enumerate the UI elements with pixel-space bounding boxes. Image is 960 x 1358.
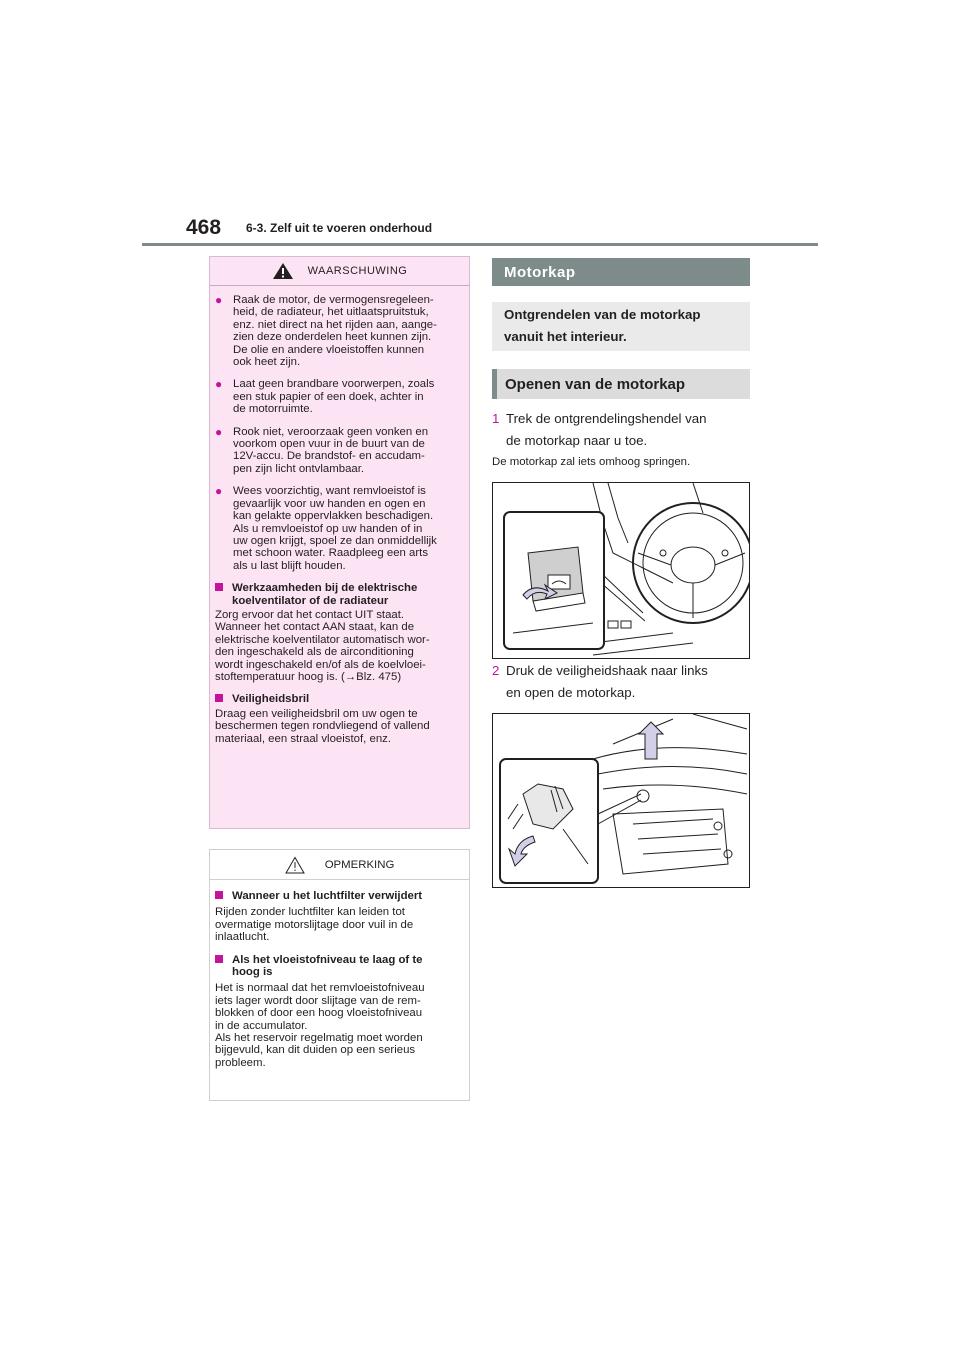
notice-box [209,849,470,1101]
warning-bullet-line: Laat geen brandbare voorwerpen, zoals [233,378,435,391]
warning-bullet [215,485,463,572]
step-1 [492,408,752,452]
open-hood-heading: Openen van de motorkap [492,369,750,399]
warning-bullet-line: Rook niet, veroorzaak geen vonken en [233,425,429,438]
fluid-text-line: iets lager wordt door slijtage van de rem- [215,994,421,1007]
step-1-line-1: Trek de ontgrendelingshendel van [506,411,707,426]
section-bar-motorkap: Motorkap [492,258,750,286]
fan-text-line: den ingeschakeld als de airconditioning [215,646,414,659]
warning-header [210,257,469,286]
warning-bullet-line: pen zijn licht ontvlambaar. [233,462,365,475]
figure-hood-safety-catch [492,713,750,888]
fluid-heading-line: hoog is [232,966,273,979]
fluid-text-line: Als het reservoir regelmatig moet worden [215,1032,423,1045]
glasses-text-line: materiaal, een straal vloeistof, enz. [215,732,392,745]
fan-text [215,609,463,683]
bullet-dot-icon: ● [215,484,223,499]
filter-text-line: inlaatlucht. [215,931,270,944]
fan-text-line: Wanneer het contact AAN staat, kan de [215,621,415,634]
unlock-callout [492,302,750,351]
warning-bullet-line: gevaarlijk voor uw handen en ogen en [233,497,426,510]
unlock-line-1: Ontgrendelen van de motorkap [504,307,701,322]
lift-arrow-icon [639,722,663,759]
glasses-heading [215,693,463,705]
fan-heading-line: koelventilator of de radiateur [232,594,389,607]
warning-bullet-line: Raak de motor, de vermogensregeleen- [233,294,434,306]
warning-bullet-line: Als u remvloeistof op uw handen of in [233,522,423,535]
warning-bullet-line: Wees voorzichtig, want remvloeistof is [233,485,426,498]
filter-text-line: overmatige motorslijtage door vuil in de [215,918,414,931]
square-bullet-icon [215,583,223,591]
section-title: 6-3. Zelf uit te voeren onderhoud [246,221,433,235]
step-2-number: 2 [492,663,500,678]
glasses-text [215,708,463,745]
hood-latch-illustration [493,714,749,887]
page-number: 468 [186,216,222,239]
warning-bullet-line: enz. niet direct na het rijden aan, aange- [233,318,437,331]
fluid-heading-line: Als het vloeistofniveau te laag of te [232,953,423,966]
header-rule [142,243,818,246]
warning-title: WAARSCHUWING [307,265,408,277]
fluid-text-line: probleem. [215,1056,266,1069]
warning-bullet-line: ook heet zijn. [233,356,301,369]
notice-header [210,850,469,880]
hood-release-illustration [493,483,749,658]
square-bullet-icon [215,694,223,702]
notice-title: OPMERKING [324,858,395,871]
glasses-text-line: beschermen tegen rondvliegend of vallend [215,720,430,733]
warning-bullet-line: voorkom open vuur in de buurt van de [233,438,425,451]
warning-bullet-line: kan gelakte oppervlakken beschadigen. [233,510,434,523]
warning-content [210,286,469,745]
fan-text-line: stoftemperatuur hoog is. (→Blz. 475) [215,670,402,683]
bullet-dot-icon: ● [215,293,223,307]
fan-heading [215,582,463,607]
glasses-heading-text: Veiligheidsbril [232,693,310,706]
warning-bullet-line: een stuk papier of een doek, achter in [233,390,424,403]
step-1-number: 1 [492,411,500,426]
warning-bullet-line: als u last blijft houden. [233,559,346,572]
fluid-text-line: Het is normaal dat het remvloeistofniveau [215,982,425,995]
warning-bullet [215,426,463,476]
step-2 [492,660,752,704]
warning-bullet-line: de motorruimte. [233,403,313,416]
warning-bullet-line: met schoon water. Raadpleeg een arts [233,547,429,560]
bullet-dot-icon: ● [215,377,223,392]
warning-bullet [215,378,463,415]
step-1-note: De motorkap zal iets omhoog springen. [492,456,691,468]
warning-bullet-line: 12V-accu. De brandstof- en accudam- [233,450,425,463]
square-bullet-icon [215,955,223,963]
unlock-line-2: vanuit het interieur. [504,329,627,344]
step-2-line-1: Druk de veiligheidshaak naar links [506,663,708,678]
fan-text-line: Zorg ervoor dat het contact UIT staat. [215,608,405,621]
filter-heading-text: Wanneer u het luchtfilter verwijdert [232,890,423,902]
square-bullet-icon [215,891,223,899]
bullet-dot-icon: ● [215,424,223,439]
fan-text-line: wordt ingeschakeld en/of als de koelvloei- [215,658,426,671]
glasses-text-line: Draag een veiligheidsbril om uw ogen te [215,707,418,720]
warning-bullet-line: De olie en andere vloeistoffen kunnen [233,343,425,356]
step-1-line-2: de motorkap naar u toe. [506,433,648,448]
fan-text-line: elektrische koelventilator automatisch wor- [215,633,430,646]
warning-box [209,256,470,829]
warning-bullet-line: uw ogen krijgt, spoel ze dan onmiddellijk [233,534,437,547]
step-2-line-2: en open de motorkap. [506,685,636,700]
caution-triangle-icon [285,856,305,874]
figure-hood-release-lever [492,482,750,659]
warning-bullet-line: heid, de radiateur, het uitlaatspruitstuk, [233,306,429,319]
warning-bullet [215,294,463,368]
fluid-text-line: in de accumulator. [215,1019,308,1032]
fluid-text-line: blokken of door een hoog vloeistofniveau [215,1007,423,1020]
filter-text [215,906,463,943]
warning-bullet-line: zien deze onderdelen heet kunnen zijn. [233,331,432,344]
filter-text-line: Rijden zonder luchtfilter kan leiden tot [215,906,405,919]
filter-heading [215,890,463,902]
fluid-heading [215,954,463,979]
notice-content [210,880,469,1069]
fluid-text-line: bijgevuld, kan dit duiden op een serieus [215,1044,416,1057]
warning-triangle-icon [272,262,294,280]
fan-heading-line: Werkzaamheden bij de elektrische [232,582,418,595]
fluid-text [215,982,463,1069]
